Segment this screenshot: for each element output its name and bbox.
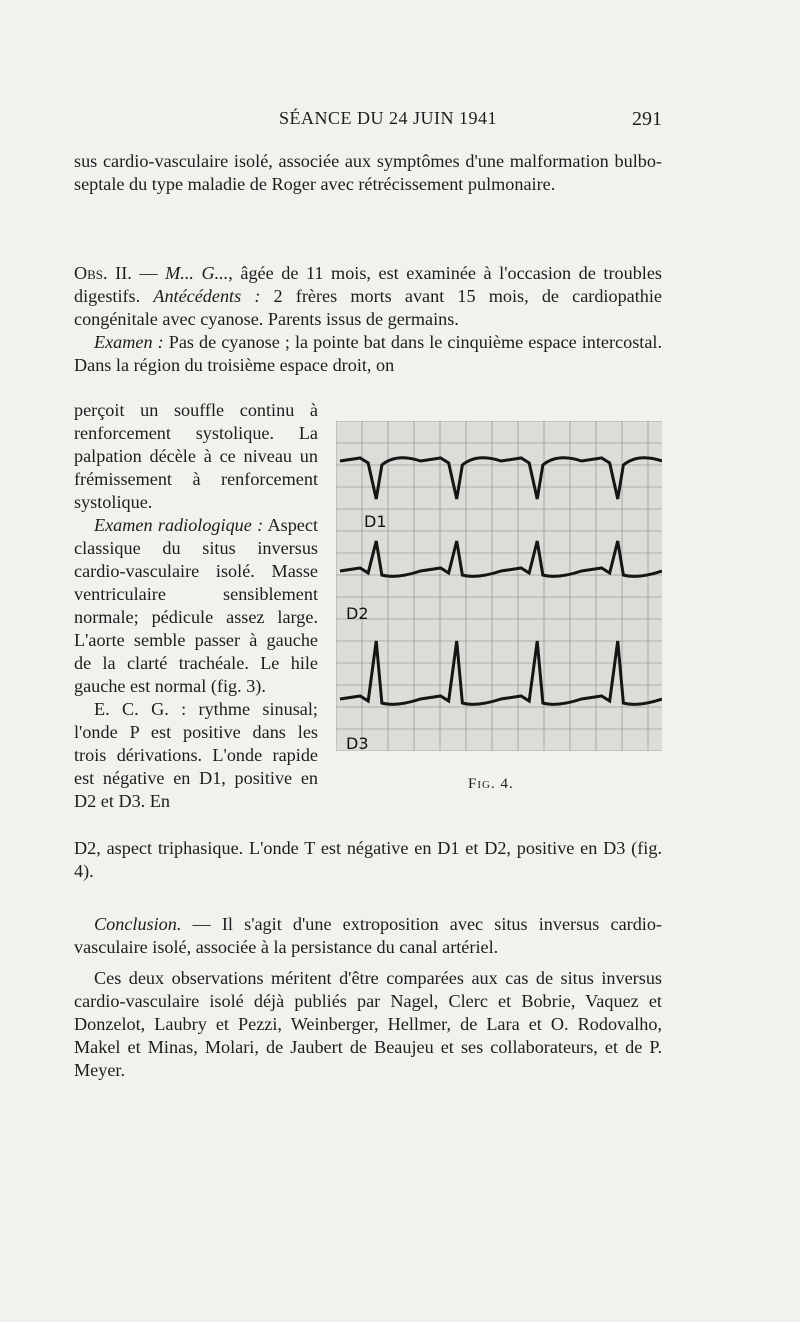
page-number: 291	[632, 108, 662, 130]
final-paragraph	[74, 967, 662, 1082]
observation-paragraph	[74, 262, 662, 377]
ecg-figure	[336, 421, 662, 751]
lead-label-d3: D3	[346, 734, 369, 751]
intro-paragraph	[74, 150, 662, 196]
final-text: Ces deux observations méritent d'être comparées aux cas de situs inversus cardio-vasculaire isolé déjà publiés par Nagel, Clerc et Bobrie, Vaquez et Donzelot, Laubry et Pezzi, Weinberger, Hellmer, de Lara et O. Rodovalho, Makel et Minas, Molari, de Jaubert de Beaujeu et ses collaborateurs, et de P. Meyer.	[74, 968, 662, 1080]
intro-text: sus cardio-vasculaire isolé, associée aux symptômes d'une malformation bulbo-septale du type maladie de Roger avec rétrécissement pulmonaire.	[74, 151, 662, 194]
obs-dash: —	[131, 263, 166, 283]
obs-text-1: , âgée de 11 mois, est examinée à l'occasion de troubles digestifs.	[74, 263, 662, 306]
lead-label-d2: D2	[346, 604, 369, 623]
patient-name: M... G...	[165, 263, 229, 283]
page-header	[74, 108, 662, 138]
figure-caption: Fig. 4.	[468, 776, 514, 792]
examen-text: Pas de cyanose ; la pointe bat dans le cinquième espace intercostal. Dans la région du troisième espace droit, on	[74, 332, 663, 375]
examen-label: Examen :	[94, 332, 164, 352]
continuation-paragraph	[74, 837, 662, 883]
left-p3: E. C. G. : rythme sinusal; l'onde P est positive dans les trois dérivations. L'onde rapide est négative en D1, positive en D2 et D3. En	[74, 699, 318, 811]
obs-text-2: 2 frères morts avant 15 mois, de cardiopathie congénitale avec cyanose. Parents issus de germains.	[74, 286, 663, 329]
lead-label-d1: D1	[364, 512, 387, 531]
left-p1: perçoit un souffle continu à renforcement systolique. La palpation décèle à ce niveau un frémissement à renforcement systolique.	[74, 400, 318, 512]
continuation-text: D2, aspect triphasique. L'onde T est négative en D1 et D2, positive en D3 (fig. 4).	[74, 838, 662, 881]
running-title: SÉANCE DU 24 JUIN 1941	[279, 108, 497, 128]
left-column-text	[74, 399, 318, 813]
obs-label: Obs. II.	[74, 263, 132, 283]
conclusion-text: — Il s'agit d'une extroposition avec situs inversus cardio-vasculaire isolé, associée à la persistance du canal artériel.	[74, 914, 662, 957]
radio-label: Examen radiologique :	[94, 515, 264, 535]
conclusion-paragraph	[74, 913, 662, 959]
ecg-background	[336, 421, 662, 751]
ecg-tracing	[336, 421, 662, 751]
conclusion-label: Conclusion.	[94, 914, 182, 934]
left-p2: Aspect classique du situs inversus cardio-vasculaire isolé. Masse ventriculaire sensiblement normale; pédicule assez large. L'aorte semble passer à gauche de la clarté trachéale. Le hile gauche est normal (fig. 3).	[74, 515, 318, 696]
antecedents-label: Antécédents :	[153, 286, 261, 306]
